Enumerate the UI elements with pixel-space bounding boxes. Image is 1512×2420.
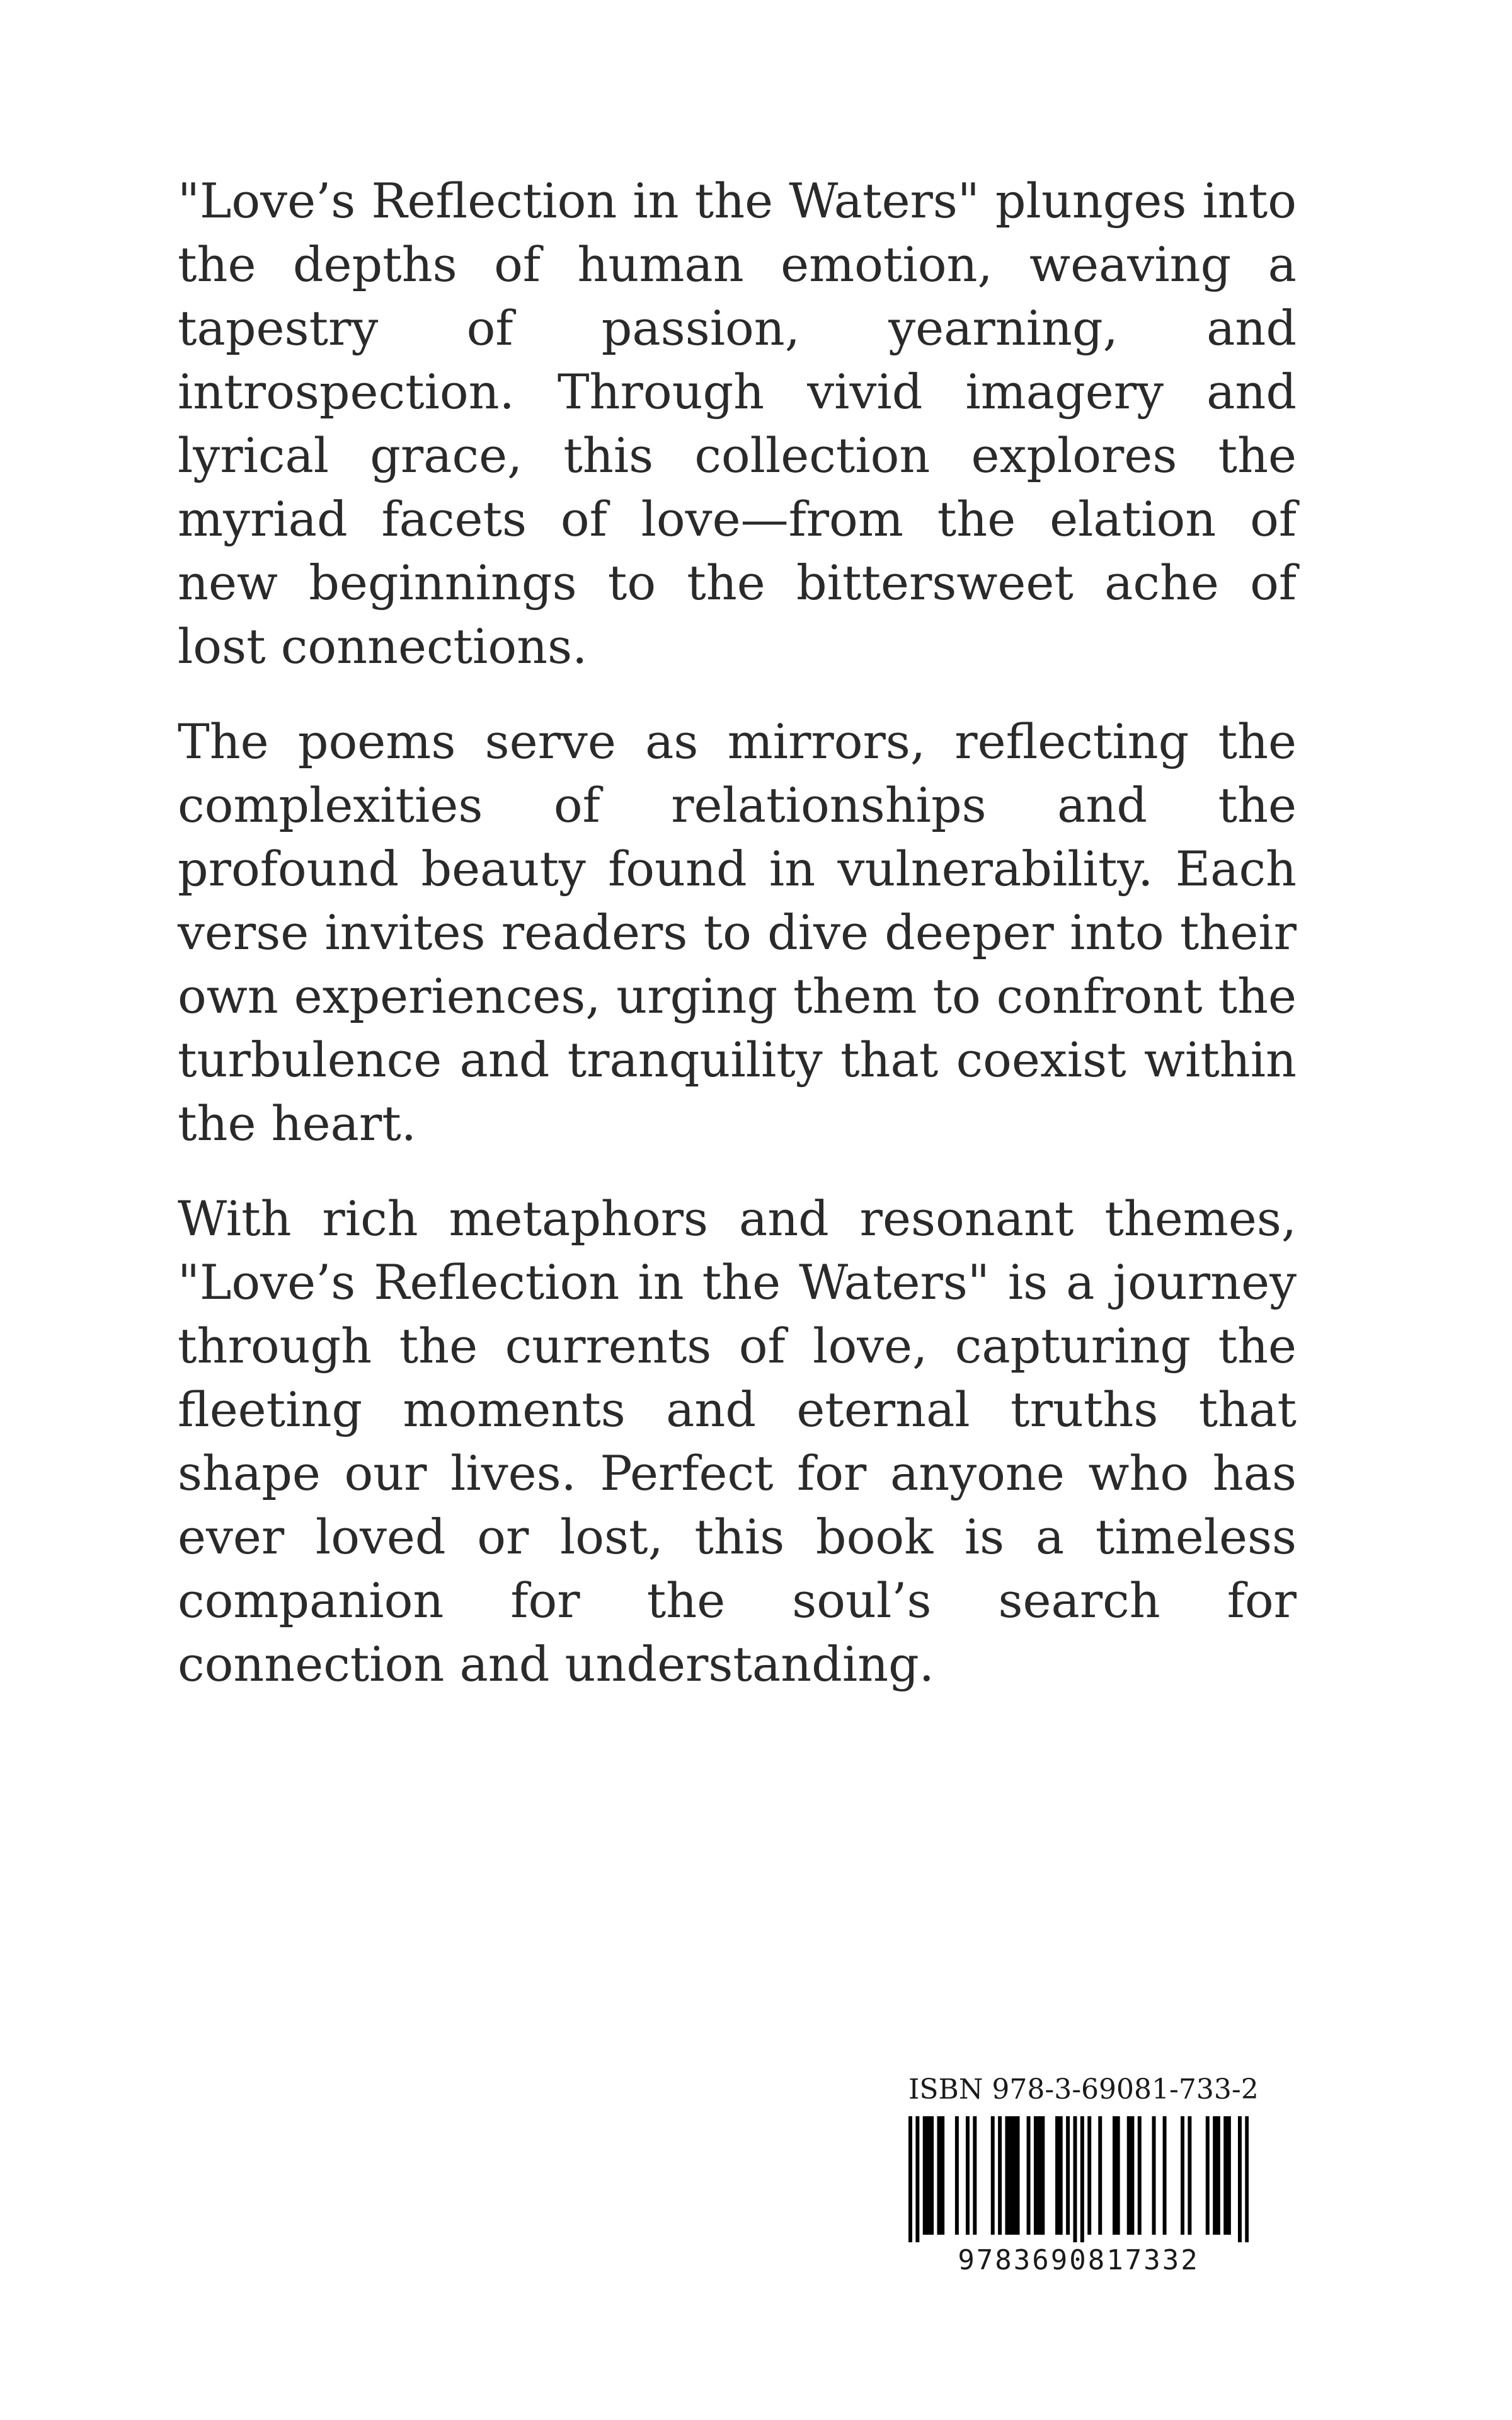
barcode-bar: [1041, 2116, 1045, 2235]
barcode-bar: [1012, 2116, 1016, 2235]
barcode-bar: [1213, 2116, 1217, 2235]
barcode-bar: [1113, 2116, 1116, 2235]
barcode-bar: [1130, 2116, 1134, 2235]
isbn-barcode-block: [908, 2072, 1259, 2276]
barcode-bar: [1087, 2116, 1091, 2235]
barcode-bar: [998, 2116, 1002, 2235]
barcode-bar: [955, 2116, 959, 2235]
barcode-bar: [1059, 2116, 1063, 2235]
barcode-bar: [973, 2116, 976, 2235]
barcode-bar: [966, 2116, 970, 2235]
blurb-paragraph-2: The poems serve as mirrors, reflecting the complexities of relationships and the profound beauty found in vulnerability. Each verse invites readers to dive deeper into their own experiences, urging them to confront the turbulence and tranquility that coexist within the heart.: [178, 713, 1297, 1151]
isbn-label: ISBN 978-3-69081-733-2: [908, 2073, 1259, 2106]
barcode-bar: [908, 2116, 912, 2242]
barcode-bar: [1027, 2116, 1031, 2235]
barcode-number: 9783690817332: [958, 2244, 1200, 2276]
barcode-bar: [1038, 2116, 1041, 2235]
barcode-bar: [923, 2116, 927, 2235]
barcode-bar: [1080, 2116, 1084, 2242]
barcode-icon: [908, 2116, 1249, 2242]
barcode-bar: [1181, 2116, 1184, 2235]
barcode-bar: [1138, 2116, 1142, 2235]
barcode-bar: [1116, 2116, 1120, 2235]
barcode-bar: [1163, 2116, 1167, 2235]
barcode-bar: [1238, 2116, 1242, 2242]
barcode-bar: [1073, 2116, 1077, 2242]
barcode-bar: [991, 2116, 995, 2235]
barcode-bar: [937, 2116, 941, 2235]
barcode-bar: [1127, 2116, 1131, 2235]
barcode-bar: [1066, 2116, 1070, 2235]
barcode-bar: [1223, 2116, 1227, 2235]
barcode-bar: [1034, 2116, 1038, 2235]
barcode-bar: [930, 2116, 934, 2235]
barcode-bar: [1009, 2116, 1012, 2235]
barcode-bar: [1005, 2116, 1009, 2235]
barcode-bar: [915, 2116, 919, 2242]
barcode-bar: [926, 2116, 930, 2235]
blurb-paragraph-1: "Love’s Reflection in the Waters" plunges into the depths of human emotion, weaving a tapestry of passion, yearning, and introspection. Through vivid imagery and lyrical grace, this collection explores the myriad facets of love—from the elation of new beginnings to the bittersweet ache of lost connections.: [178, 173, 1297, 674]
barcode-bar: [1152, 2116, 1156, 2235]
barcode-bar: [1188, 2116, 1191, 2235]
barcode-bar: [1016, 2116, 1020, 2235]
barcode-bar: [1055, 2116, 1059, 2235]
barcode-bar: [1098, 2116, 1102, 2235]
barcode-bar: [1245, 2116, 1249, 2242]
barcode-bar: [941, 2116, 944, 2235]
back-cover-blurb: [178, 169, 1297, 1727]
barcode-bar: [1206, 2116, 1210, 2235]
barcode-bar: [1217, 2116, 1220, 2235]
barcode-bar: [1227, 2116, 1231, 2235]
blurb-paragraph-3: With rich metaphors and resonant themes, "Love’s Reflection in the Waters" is a journey through the currents of love, capturing the fleeting moments and eternal truths that shape our lives. Perfect for anyone who has ever loved or lost, this book is a timeless companion for the soul’s search for connection and understanding.: [178, 1190, 1297, 1692]
